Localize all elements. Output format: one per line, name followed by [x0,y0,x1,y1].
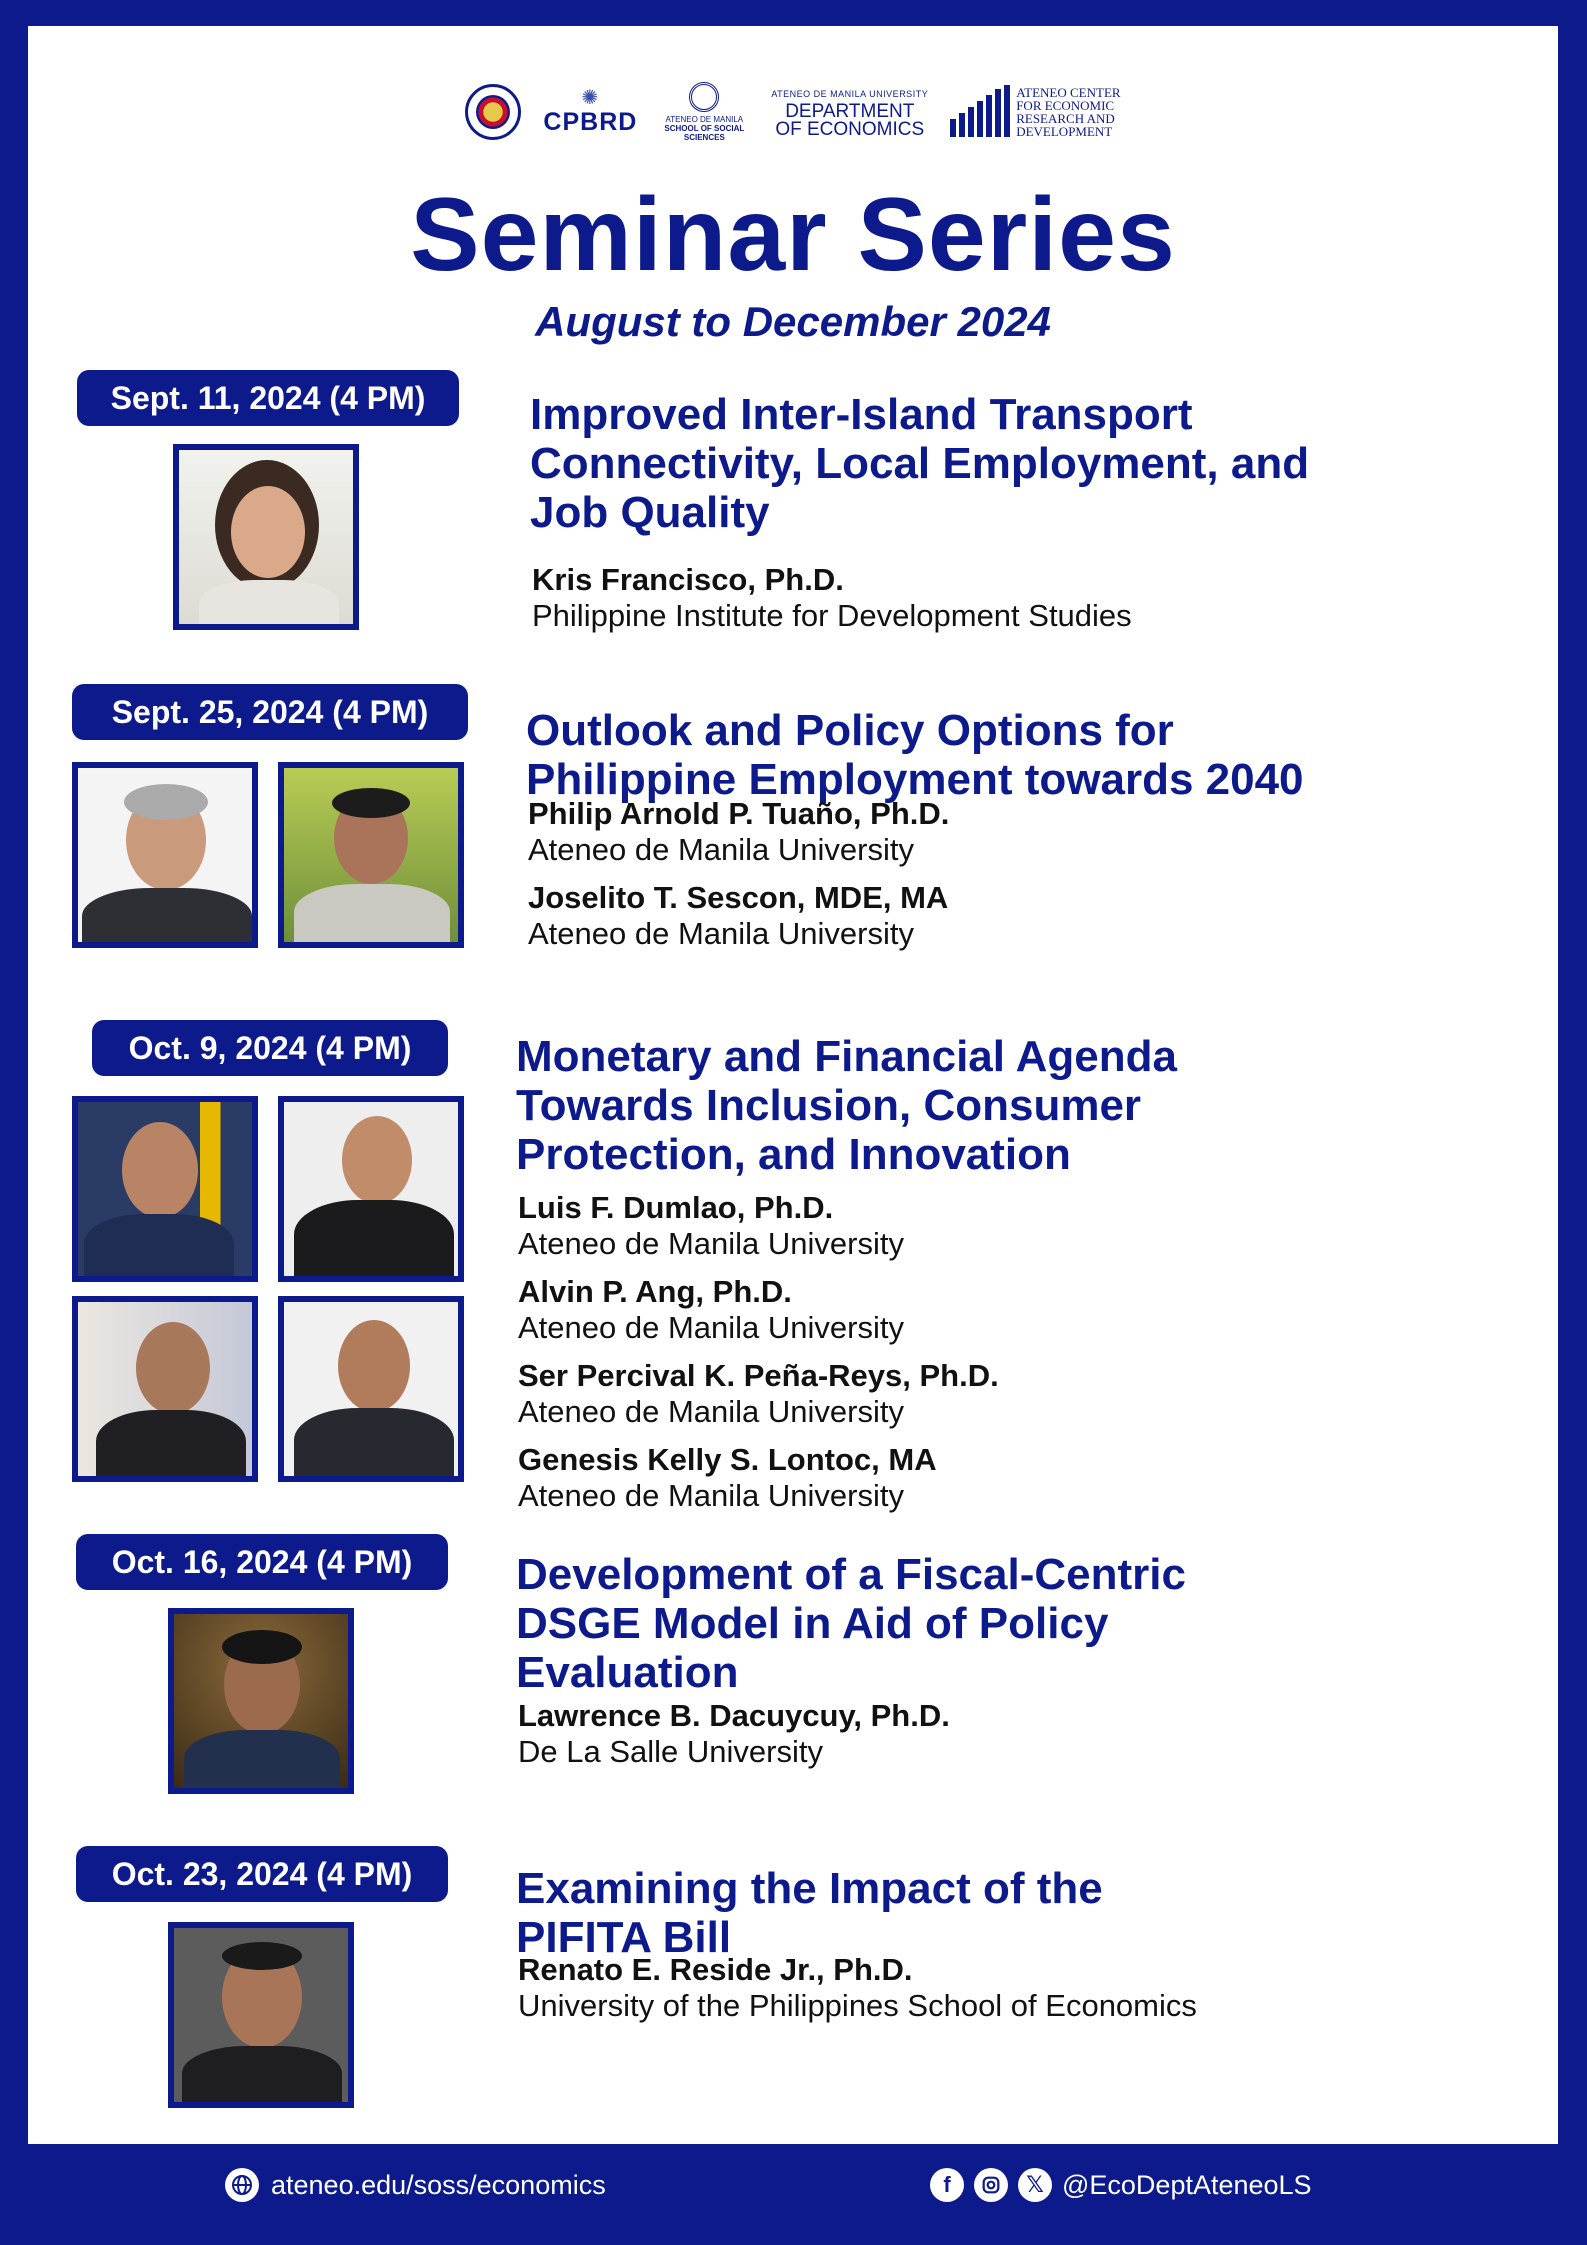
date-badge: Oct. 23, 2024 (4 PM) [76,1846,448,1902]
date-badge: Oct. 9, 2024 (4 PM) [92,1020,448,1076]
page-title: Seminar Series [410,177,1176,293]
website-link[interactable] [225,2168,606,2202]
website-url: ateneo.edu/soss/economics [271,2169,606,2200]
speaker-entry: Ser Percival K. Peña-Reys, Ph.D. Ateneo de Manila University [518,1358,999,1429]
logo-bar [28,70,1558,154]
speaker-photo [278,1096,464,1282]
house-of-representatives-seal [465,84,521,140]
acerd-logo: ATENEO CENTER FOR ECONOMIC RESEARCH AND DEVELOPMENT [950,86,1120,138]
seminar-topic: Improved Inter-Island Transport Connectivity, Local Employment, and Job Quality [530,390,1310,537]
globe-icon [225,2168,259,2202]
date-badge: Oct. 16, 2024 (4 PM) [76,1534,448,1590]
department-of-economics-logo: ATENEO DE MANILA UNIVERSITY DEPARTMENT OF ECONOMICS [771,89,929,140]
page-subtitle: August to December 2024 [535,298,1051,345]
speaker-photo [278,1296,464,1482]
speaker-entry: Philip Arnold P. Tuaño, Ph.D. Ateneo de Manila University [528,796,950,867]
seminar-topic: Monetary and Financial Agenda Towards Inclusion, Consumer Protection, and Innovation [516,1032,1177,1179]
speaker-entry: Luis F. Dumlao, Ph.D. Ateneo de Manila University [518,1190,904,1261]
speaker-entry: Genesis Kelly S. Lontoc, MA Ateneo de Manila University [518,1442,937,1513]
sun-icon: ✺ [581,86,600,109]
speaker-photo [72,1296,258,1482]
speaker-photo [168,1922,354,2108]
speaker-entry: Alvin P. Ang, Ph.D. Ateneo de Manila University [518,1274,904,1345]
social-links [930,2168,1312,2202]
speaker-entry: Renato E. Reside Jr., Ph.D. University of the Philippines School of Economics [518,1952,1197,2023]
date-badge: Sept. 25, 2024 (4 PM) [72,684,468,740]
speaker-photo [72,1096,258,1282]
poster [28,26,1558,2144]
instagram-icon[interactable] [974,2168,1008,2202]
acerd-bars-icon [950,87,1010,137]
speaker-entry: Joselito T. Sescon, MDE, MA Ateneo de Manila University [528,880,949,951]
soss-mark-icon [689,82,719,112]
cpbrd-logo: ✺ CPBRD [543,86,638,136]
social-handle: @EcoDeptAteneoLS [1062,2169,1312,2200]
date-badge: Sept. 11, 2024 (4 PM) [77,370,459,426]
x-icon[interactable]: 𝕏 [1018,2168,1052,2202]
speaker-photo [173,444,359,630]
speaker-entry: Lawrence B. Dacuycuy, Ph.D. De La Salle University [518,1698,950,1769]
speaker-entry: Kris Francisco, Ph.D. Philippine Institute for Development Studies [532,562,1132,633]
speaker-photo [72,762,258,948]
soss-logo: ATENEO DE MANILA SCHOOL OF SOCIAL SCIENCES [659,82,749,142]
footer [0,2158,1587,2218]
seminar-topic: Development of a Fiscal-Centric DSGE Model in Aid of Policy Evaluation [516,1550,1186,1697]
facebook-icon[interactable]: f [930,2168,964,2202]
speaker-photo [168,1608,354,1794]
seminar-topic: Outlook and Policy Options for Philippine Employment towards 2040 [526,706,1304,804]
speaker-photo [278,762,464,948]
seminar-topic: Examining the Impact of the PIFITA Bill [516,1864,1103,1962]
